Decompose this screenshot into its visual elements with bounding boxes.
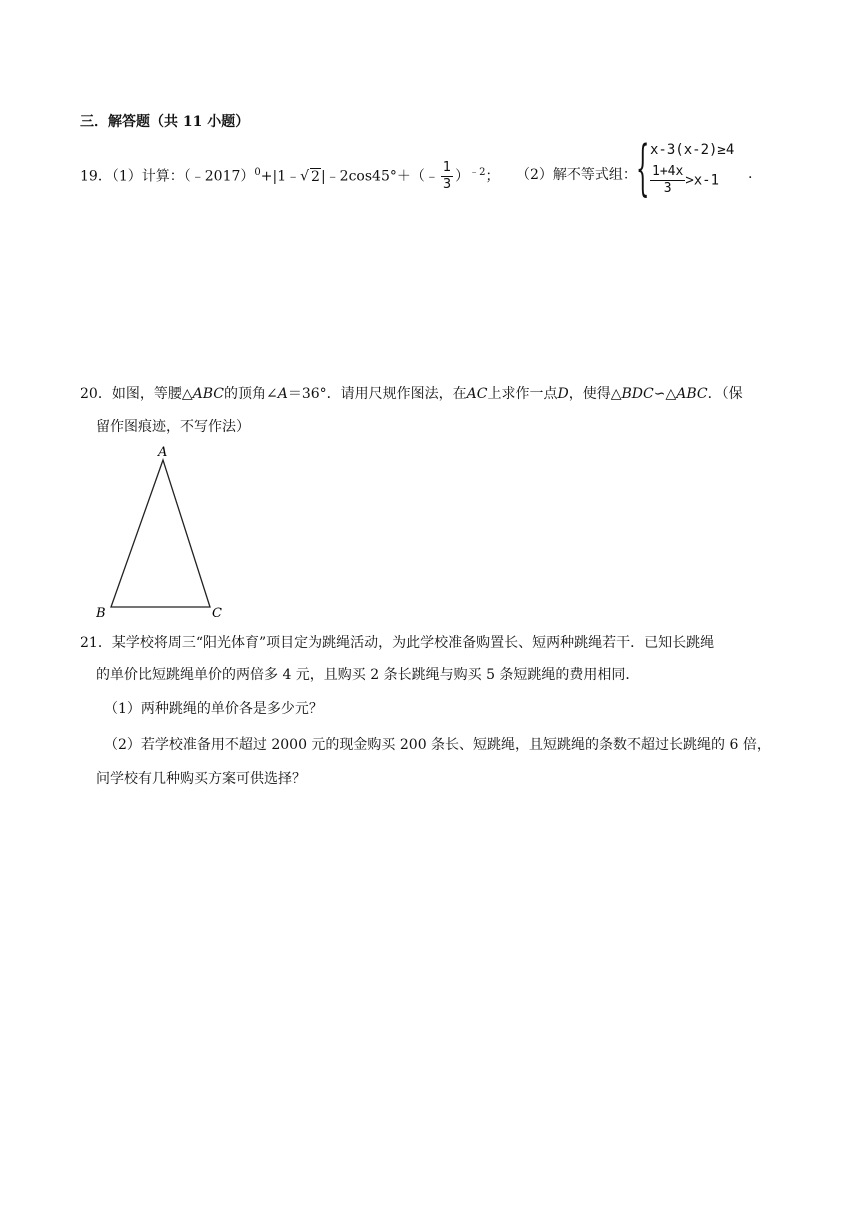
text: ＝36°．请用尺规作图法，在 xyxy=(287,386,467,402)
text: 20．如图，等腰△ xyxy=(80,386,193,402)
text: D xyxy=(557,386,569,402)
text: ．（保 xyxy=(707,386,743,402)
expr-text: |﹣2cos45°＋（﹣ xyxy=(320,168,439,185)
fraction xyxy=(441,160,453,193)
system-brace: { xyxy=(636,133,650,203)
sqrt-radicand: 2 xyxy=(311,168,320,185)
text: ，使得△ xyxy=(568,386,622,402)
exponent: ﹣2 xyxy=(469,166,486,178)
question-20-line2: 留作图痕迹，不写作法） xyxy=(96,419,250,435)
question-number: 19． xyxy=(80,168,112,185)
expr-text: +|1﹣ xyxy=(260,168,301,185)
question-21-part2: （2）若学校准备用不超过 2000 元的现金购买 200 条长、短跳绳，且短跳绳的条数不超过长跳绳的 6 倍， xyxy=(104,737,771,753)
text: 的顶角∠ xyxy=(223,386,278,402)
text: 上求作一点 xyxy=(487,386,558,402)
question-20-line1 xyxy=(80,383,743,403)
expr-text: ） xyxy=(455,168,470,185)
section-title: 三．解答题（共 11 小题） xyxy=(80,114,250,130)
text: AC xyxy=(466,386,488,402)
part2-label: （2）解不等式组： xyxy=(516,167,637,183)
fraction-denominator: 3 xyxy=(442,177,452,192)
question-19-part1 xyxy=(80,160,500,193)
question-21-line2: 的单价比短跳绳单价的两倍多 4 元，且购买 2 条长跳绳与购买 5 条短跳绳的费用相同． xyxy=(96,667,640,683)
text: BDC xyxy=(621,386,654,402)
exponent: 0 xyxy=(254,166,261,178)
expr-text: ； xyxy=(485,168,500,185)
sqrt-sign: √ xyxy=(300,168,310,185)
inequality-row-1: x-3(x-2)≥4 xyxy=(650,142,735,158)
part1-label: （1）计算： xyxy=(111,168,184,185)
question-21-part2-cont: 问学校有几种购买方案可供选择？ xyxy=(96,771,306,787)
vertex-label-c: C xyxy=(212,606,222,620)
fraction-denominator: 3 xyxy=(663,181,672,196)
part2-end: . xyxy=(748,166,753,182)
vertex-label-a: A xyxy=(158,445,168,460)
fraction-numerator: 1 xyxy=(442,160,452,175)
expr-text: （﹣2017） xyxy=(183,168,255,185)
text: A xyxy=(277,386,288,402)
fraction-numerator: 1+4x xyxy=(652,164,684,179)
triangle-abc xyxy=(111,460,210,607)
question-21-part1: （1）两种跳绳的单价各是多少元？ xyxy=(104,701,323,717)
text: ABC xyxy=(192,386,224,402)
fraction xyxy=(650,164,685,197)
text: ∽△ xyxy=(653,386,677,402)
question-21-line1: 21．某学校将周三“阳光体育”项目定为跳绳活动，为此学校准备购置长、短两种跳绳若干．已知长跳绳 xyxy=(80,635,715,651)
inequality-rest: >x-1 xyxy=(685,172,720,189)
vertex-label-b: B xyxy=(96,606,106,620)
text: ABC xyxy=(676,386,708,402)
inequality-row-2 xyxy=(650,164,719,197)
triangle-figure xyxy=(96,440,236,620)
